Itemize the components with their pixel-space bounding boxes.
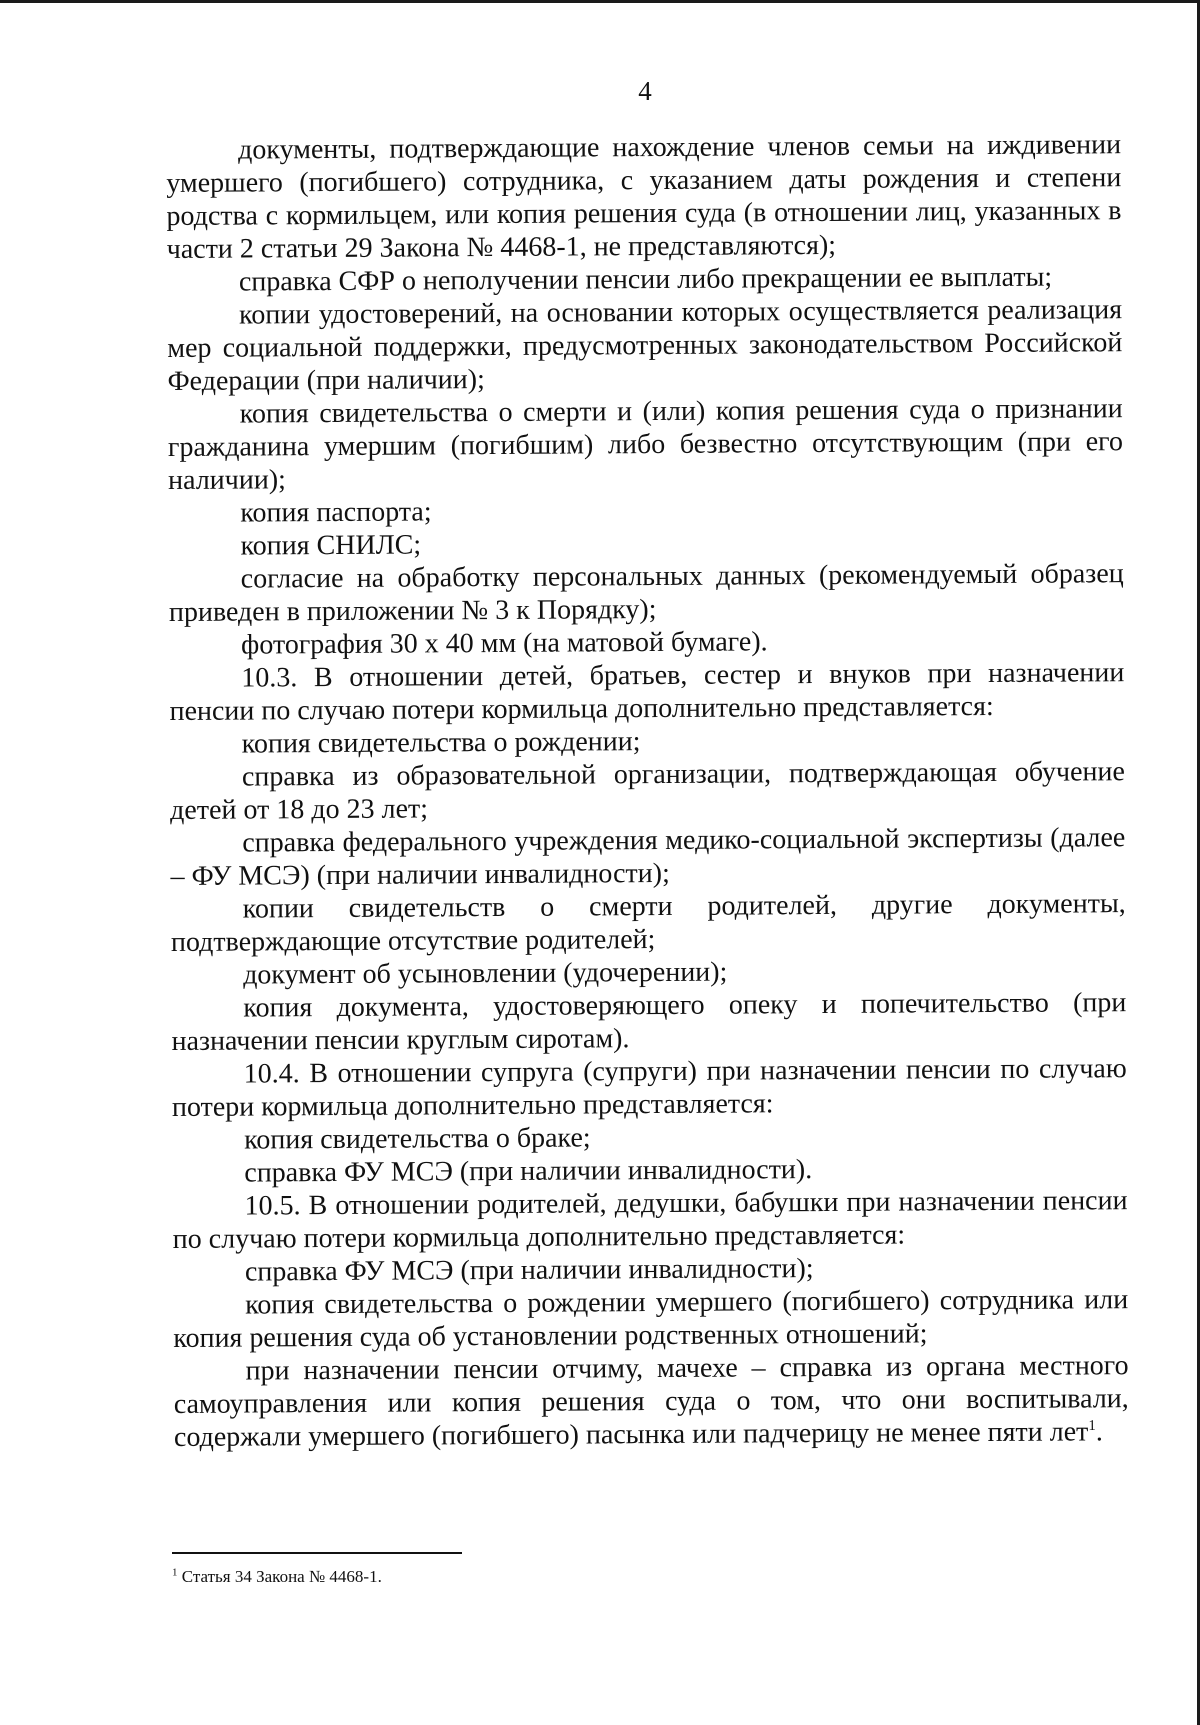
paragraph: копия свидетельства о рождении умершего (погибшего) сотрудника или копия решения суда об установлении родственных отношений; [173,1284,1129,1354]
paragraph: документ об усыновлении (удочерении); [243,956,728,991]
last-paragraph-text: при назначении пенсии отчиму, мачехе – справка из органа местного самоуправления или копия решения суда о том, что они воспитывали, содержали умершего (погибшего) пасынка или падчерицу не менее пяти лет [173,1350,1129,1453]
paragraph: копия паспорта; [240,496,432,529]
paragraph: копия свидетельства о рождении; [241,726,641,760]
paragraph: копия свидетельства о браке; [244,1122,591,1156]
page-number: 4 [638,76,652,106]
paragraph: справка ФУ МСЭ (при наличии инвалидности). [244,1154,813,1189]
footnote-text: Статья 34 Закона № 4468-1. [181,1567,382,1586]
last-paragraph-end: . [1095,1416,1103,1448]
scan-edge-top [0,0,1200,3]
section-10-5: 10.5. В отношении родителей, дедушки, бабушки при назначении пенсии по случаю потери кормильца дополнительно представляется: [172,1185,1128,1255]
footnote-divider [172,1552,462,1554]
paragraph: справка СФР о неполучении пенсии либо прекращении ее выплаты; [238,261,1053,298]
paragraph: справка федерального учреждения медико-социальной экспертизы (далее – ФУ МСЭ) (при наличии инвалидности); [170,822,1126,892]
section-10-3: 10.3. В отношении детей, братьев, сестер и внуков при назначении пенсии по случаю потери кормильца дополнительно представляется: [169,657,1125,727]
footnote [172,1566,772,1588]
paragraph: фотография 30 х 40 мм (на матовой бумаге). [241,626,768,661]
footnote-reference[interactable]: 1 [1088,1418,1096,1435]
paragraph: согласие на обработку персональных данных (рекомендуемый образец приведен в приложении № 3 к Порядку); [168,558,1124,628]
last-paragraph [173,1349,1129,1454]
paragraph: справка из образовательной организации, подтверждающая обучение детей от 18 до 23 лет; [170,756,1126,826]
paragraph: копии свидетельств о смерти родителей, другие документы, подтверждающие отсутствие родителей; [170,888,1126,958]
body-text [166,128,1129,1454]
paragraph: копия документа, удостоверяющего опеку и попечительство (при назначении пенсии круглым сиротам). [171,987,1127,1057]
paragraph: копии удостоверений, на основании которых осуществляется реализация мер социальной поддержки, предусмотренных законодательством Российской Федерации (при наличии); [167,294,1123,397]
section-10-4: 10.4. В отношении супруга (супруги) при назначении пенсии по случаю потери кормильца дополнительно представляется: [171,1053,1127,1123]
paragraph: документы, подтверждающие нахождение членов семьи на иждивении умершего (погибшего) сотрудника, с указанием даты рождения и степени родства с кормильцем, или копия решения суда (в отношении лиц, указанных в части 2 статьи 29 Закона № 4468-1, не представляются); [166,129,1122,265]
paragraph: справка ФУ МСЭ (при наличии инвалидности); [244,1253,814,1288]
paragraph: копия СНИЛС; [240,529,422,562]
footnote-marker: 1 [172,1566,178,1579]
paragraph: копия свидетельства о смерти и (или) копия решения суда о признании гражданина умершим (погибшим) либо безвестно отсутствующим (при его наличии); [167,393,1123,496]
